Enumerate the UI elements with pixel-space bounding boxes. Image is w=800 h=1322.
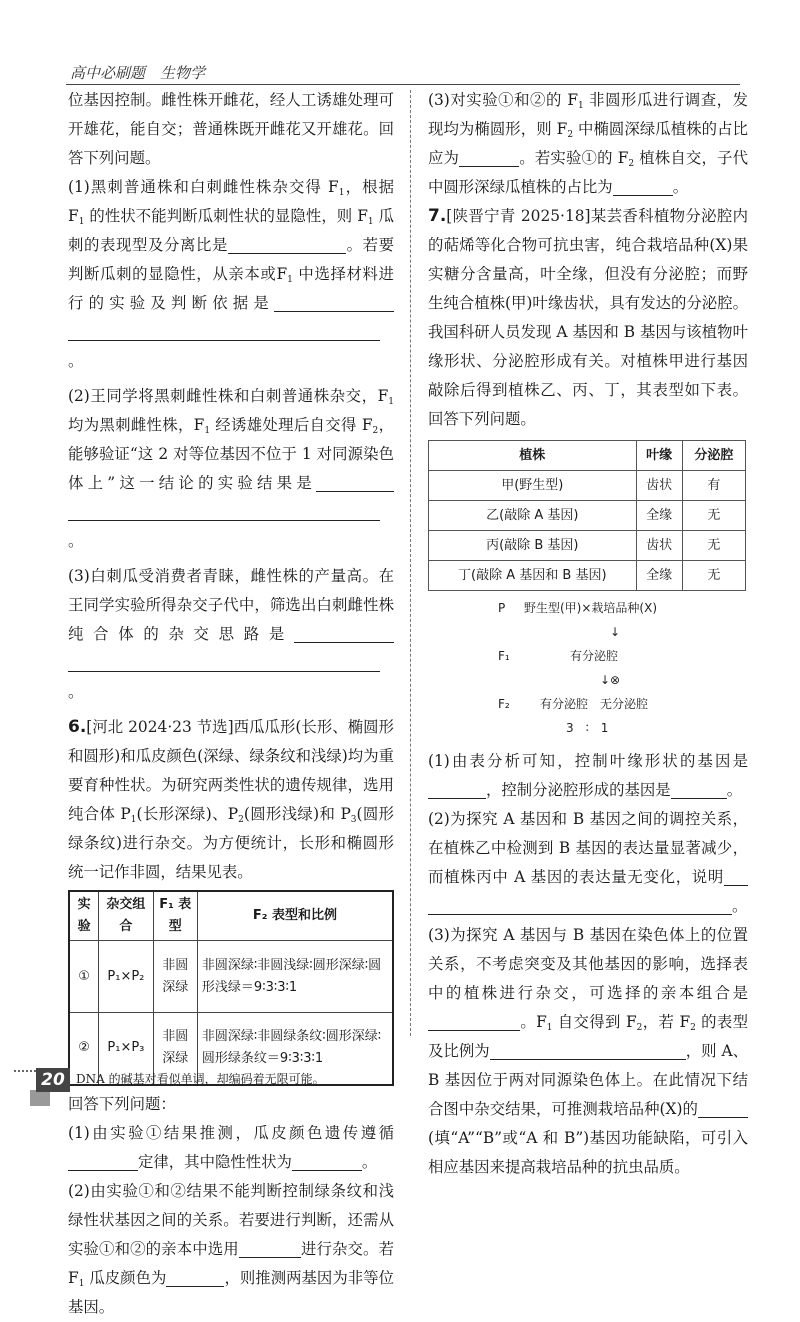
arrow-down-icon: ↓	[610, 625, 621, 639]
column-divider	[410, 90, 411, 1036]
answer-blank[interactable]	[490, 1041, 686, 1060]
parent-cross: 野生型(甲)×栽培品种(X)	[524, 601, 658, 615]
f2-phenotypes: 有分泌腔 无分泌腔	[540, 697, 649, 711]
table-header: 植株	[429, 441, 637, 471]
table-row: 丁(敲除 A 基因和 B 基因) 全缘 无	[429, 561, 746, 591]
q6-part1: (1)由实验①结果推测，瓜皮颜色遗传遵循定律，其中隐性性状为 。	[68, 1123, 394, 1171]
q7-part3: (3)为探究 A 基因与 B 基因在染色体上的位置关系，不考虑突变及其他基因的影响，选择表中的植株进行杂交，可选择的亲本组合是。$F_1$ 自交得到 $F_2$，若 $F_2$ 的表型及比例为 ，则 A、B 基因位于两对同源染色体上。在此情况下结合图中杂交结果，可推测栽培品种(X)的(填“A”“B”或“A 和 B”)基因功能缺陷，可引入相应基因来提高栽培品种的抗虫品质。	[428, 926, 749, 1176]
q6-part2: (2)由实验①和②结果不能判断控制绿条纹和浅绿性状基因之间的关系。若要进行判断，还需从实验①和②的亲本中选用 进行杂交。若$F_1$ 瓜皮颜色为 ，则推测两基因为非等位基因。	[68, 1181, 394, 1316]
footer-decoration	[30, 1090, 50, 1106]
table-row: ① P₁×P₂ 非圆深绿 非圆深绿∶非圆浅绿∶圆形深绿∶圆形浅绿＝9∶3∶3∶1	[69, 941, 393, 1013]
q5-part3: (3)白刺瓜受消费者青睐，雌性株的产量高。在王同学实验所得杂交子代中，筛选出白刺雌性株纯合体的杂交思路是。	[68, 567, 394, 701]
question-source: [河北 2024·23 节选]	[86, 718, 234, 736]
generation-label-f2: F₂	[498, 697, 510, 711]
answer-blank[interactable]	[428, 1012, 520, 1031]
answer-blank[interactable]	[166, 1268, 224, 1287]
header-rule	[66, 84, 740, 85]
question6: 6.[河北 2024·23 节选]西瓜瓜形(长形、椭圆形和圆形)和瓜皮颜色(深绿、绿条纹和浅绿)均为重要育种性状。为研究两类性状的遗传规律，选用纯合体 $P_1$(长形深绿)、$P_2$(圆形浅绿)和 $P_3$(圆形绿条纹)进行杂交。为方便统计，长形和椭圆形统一记作非圆，结果见表。	[68, 717, 394, 881]
table-header: 实验	[69, 891, 99, 941]
table-header: 分泌腔	[682, 441, 745, 471]
answer-blank[interactable]	[671, 780, 727, 799]
generation-label-f1: F₁	[498, 649, 510, 663]
left-column	[68, 86, 394, 1322]
footer-dots	[14, 1070, 36, 1072]
table-row: 乙(敲除 A 基因) 全缘 无	[429, 501, 746, 531]
question7: 7.[陕晋宁青 2025·18]某芸香科植物分泌腔内的萜烯等化合物可抗虫害，纯合栽培品种(X)果实糖分含量高，叶全缘，但没有分泌腔；而野生纯合植株(甲)叶缘齿状，具有发达的分泌腔。我国科研人员发现 A 基因和 B 基因与该植物叶缘形状、分泌腔形成有关。对植株甲进行基因敲除后得到植株乙、丙、丁，其表型如下表。回答下列问题。	[428, 206, 748, 428]
table-header: F₁ 表型	[153, 891, 197, 941]
answer-blank[interactable]	[68, 653, 380, 672]
answer-blank[interactable]	[292, 1152, 362, 1171]
q6-part3: (3)对实验①和②的 $F_1$ 非圆形瓜进行调查，发现均为椭圆形，则 $F_2$ 中椭圆深绿瓜植株的占比应为 。若实验①的 $F_2$ 植株自交，子代中圆形深绿瓜植株的占比为 。	[428, 91, 748, 196]
q6-prompt: 回答下列问题：	[68, 1094, 176, 1113]
question5-intro-continued: 位基因控制。雌性株开雌花，经人工诱雄处理可开雄花，能自交；普通株既开雌花又开雄花。回答下列问题。	[68, 91, 394, 167]
q7-part2: (2)为探究 A 基因和 B 基因之间的调控关系，在植株乙中检测到 B 基因的表达量显著减少，而植株丙中 A 基因的表达量无变化，说明。	[428, 810, 748, 915]
table-header: F₂ 表型和比例	[197, 891, 393, 941]
cross-results-table	[68, 890, 394, 1086]
table-row: 甲(野生型) 齿状 有	[429, 471, 746, 501]
q5-part2: (2)王同学将黑刺雌性株和白刺普通株杂交，$F_1$ 均为黑刺雌性株，$F_1$ 经诱雄处理后自交得 $F_2$，能够验证“这 2 对等位基因不位于 1 对同源染色体上”这一结论的实验结果是。	[68, 387, 394, 550]
question-source: [陕晋宁青 2025·18]	[446, 207, 591, 225]
answer-blank[interactable]	[228, 235, 346, 254]
knockout-phenotype-table	[428, 440, 746, 591]
answer-blank[interactable]	[459, 148, 519, 167]
table-row: 丙(敲除 B 基因) 齿状 无	[429, 531, 746, 561]
answer-blank[interactable]	[239, 1239, 301, 1258]
answer-blank[interactable]	[274, 293, 394, 312]
answer-blank[interactable]	[724, 867, 748, 886]
selfing-arrow-icon: ↓⊗	[600, 673, 621, 687]
page-number: 20	[36, 1068, 70, 1092]
generation-label-p: P	[498, 601, 506, 615]
answer-blank[interactable]	[294, 624, 394, 643]
table-row: ② P₁×P₃ 非圆深绿 非圆深绿∶非圆绿条纹∶圆形深绿∶圆形绿条纹＝9∶3∶3∶1	[69, 1013, 393, 1085]
running-header: 高中必刷题 生物学	[70, 64, 206, 82]
table-header: 杂交组合	[99, 891, 153, 941]
cross-diagram	[428, 599, 748, 743]
answer-blank[interactable]	[68, 322, 380, 341]
question-number: 6.	[68, 717, 87, 737]
f1-phenotype: 有分泌腔	[570, 649, 619, 663]
footer-slogan: DNA 的碱基对看似单调，却编码着无限可能。	[76, 1072, 325, 1086]
answer-blank[interactable]	[68, 1152, 138, 1171]
answer-blank[interactable]	[68, 502, 380, 521]
q5-part1: (1)黑刺普通株和白刺雌性株杂交得 $F_1$，根据 $F_1$ 的性状不能判断瓜刺性状的显隐性，则 $F_1$ 瓜刺的表现型及分离比是 。若要判断瓜刺的显隐性，从亲本或$F_1$ 中选择材料进行的实验及判断依据是。	[68, 178, 394, 370]
question-number: 7.	[428, 206, 447, 226]
answer-blank[interactable]	[698, 1099, 748, 1118]
table-header: 叶缘	[636, 441, 682, 471]
f2-ratio: 3 ∶ 1	[566, 721, 609, 735]
answer-blank[interactable]	[613, 177, 673, 196]
answer-blank[interactable]	[316, 473, 394, 492]
answer-blank[interactable]	[428, 896, 732, 915]
answer-blank[interactable]	[428, 780, 486, 799]
right-column	[428, 86, 748, 1182]
q7-part1: (1)由表分析可知，控制叶缘形状的基因是，控制分泌腔形成的基因是 。	[428, 752, 748, 799]
